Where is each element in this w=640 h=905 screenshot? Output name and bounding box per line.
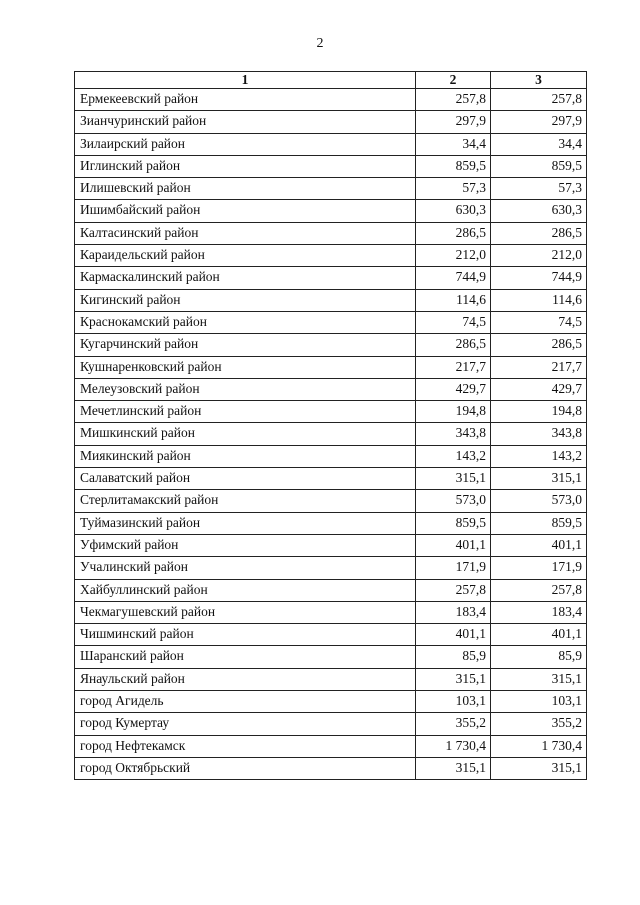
district-name-cell: Зилаирский район [75, 133, 416, 155]
value-col3-cell: 297,9 [491, 111, 587, 133]
district-name-cell: Туймазинский район [75, 512, 416, 534]
table-row [75, 155, 587, 177]
value-col3-cell: 286,5 [491, 334, 587, 356]
table-row [75, 668, 587, 690]
table-row [75, 735, 587, 757]
column-header-3: 3 [491, 72, 587, 89]
district-name-cell: Караидельский район [75, 245, 416, 267]
value-col2-cell: 343,8 [416, 423, 491, 445]
district-name-cell: Мечетлинский район [75, 401, 416, 423]
district-name-cell: Кугарчинский район [75, 334, 416, 356]
value-col2-cell: 315,1 [416, 468, 491, 490]
table-row [75, 111, 587, 133]
value-col3-cell: 143,2 [491, 445, 587, 467]
district-name-cell: Учалинский район [75, 557, 416, 579]
value-col3-cell: 34,4 [491, 133, 587, 155]
district-name-cell: Зианчуринский район [75, 111, 416, 133]
column-header-2: 2 [416, 72, 491, 89]
page-number: 2 [316, 36, 324, 51]
value-col3-cell: 103,1 [491, 691, 587, 713]
value-col3-cell: 74,5 [491, 311, 587, 333]
table-row [75, 757, 587, 779]
value-col3-cell: 355,2 [491, 713, 587, 735]
district-name-cell: город Кумертау [75, 713, 416, 735]
value-col2-cell: 429,7 [416, 378, 491, 400]
value-col3-cell: 859,5 [491, 512, 587, 534]
value-col3-cell: 630,3 [491, 200, 587, 222]
district-name-cell: Чекмагушевский район [75, 601, 416, 623]
value-col2-cell: 355,2 [416, 713, 491, 735]
table-row [75, 401, 587, 423]
value-col2-cell: 315,1 [416, 668, 491, 690]
value-col2-cell: 212,0 [416, 245, 491, 267]
value-col2-cell: 183,4 [416, 601, 491, 623]
table-row [75, 646, 587, 668]
value-col2-cell: 34,4 [416, 133, 491, 155]
district-name-cell: Кушнаренковский район [75, 356, 416, 378]
table-row [75, 512, 587, 534]
value-col2-cell: 573,0 [416, 490, 491, 512]
table-row [75, 200, 587, 222]
value-col3-cell: 315,1 [491, 668, 587, 690]
table-row [75, 691, 587, 713]
value-col2-cell: 57,3 [416, 178, 491, 200]
value-col3-cell: 183,4 [491, 601, 587, 623]
value-col2-cell: 143,2 [416, 445, 491, 467]
value-col3-cell: 194,8 [491, 401, 587, 423]
value-col2-cell: 859,5 [416, 155, 491, 177]
table-row [75, 445, 587, 467]
table-row [75, 311, 587, 333]
value-col3-cell: 217,7 [491, 356, 587, 378]
district-name-cell: Чишминский район [75, 624, 416, 646]
district-name-cell: Хайбуллинский район [75, 579, 416, 601]
district-name-cell: Ермекеевский район [75, 89, 416, 111]
table-row [75, 222, 587, 244]
table-row [75, 178, 587, 200]
value-col2-cell: 286,5 [416, 222, 491, 244]
value-col2-cell: 297,9 [416, 111, 491, 133]
district-name-cell: Илишевский район [75, 178, 416, 200]
value-col3-cell: 315,1 [491, 468, 587, 490]
value-col3-cell: 859,5 [491, 155, 587, 177]
value-col3-cell: 212,0 [491, 245, 587, 267]
table-row [75, 624, 587, 646]
value-col3-cell: 171,9 [491, 557, 587, 579]
value-col3-cell: 343,8 [491, 423, 587, 445]
value-col3-cell: 315,1 [491, 757, 587, 779]
column-header-1: 1 [75, 72, 416, 89]
value-col2-cell: 257,8 [416, 89, 491, 111]
value-col3-cell: 401,1 [491, 624, 587, 646]
value-col3-cell: 257,8 [491, 579, 587, 601]
value-col2-cell: 1 730,4 [416, 735, 491, 757]
value-col3-cell: 401,1 [491, 534, 587, 556]
value-col3-cell: 429,7 [491, 378, 587, 400]
table-row [75, 468, 587, 490]
value-col2-cell: 401,1 [416, 624, 491, 646]
value-col3-cell: 744,9 [491, 267, 587, 289]
district-name-cell: Кигинский район [75, 289, 416, 311]
value-col2-cell: 315,1 [416, 757, 491, 779]
table-row [75, 133, 587, 155]
value-col3-cell: 573,0 [491, 490, 587, 512]
value-col2-cell: 85,9 [416, 646, 491, 668]
district-name-cell: Мишкинский район [75, 423, 416, 445]
district-name-cell: Ишимбайский район [75, 200, 416, 222]
table-row [75, 579, 587, 601]
table-row [75, 334, 587, 356]
district-name-cell: Мелеузовский район [75, 378, 416, 400]
value-col2-cell: 257,8 [416, 579, 491, 601]
district-name-cell: Янаульский район [75, 668, 416, 690]
value-col2-cell: 401,1 [416, 534, 491, 556]
value-col3-cell: 257,8 [491, 89, 587, 111]
table-row [75, 490, 587, 512]
value-col3-cell: 85,9 [491, 646, 587, 668]
value-col2-cell: 286,5 [416, 334, 491, 356]
value-col2-cell: 859,5 [416, 512, 491, 534]
district-name-cell: город Агидель [75, 691, 416, 713]
value-col2-cell: 74,5 [416, 311, 491, 333]
value-col3-cell: 286,5 [491, 222, 587, 244]
table-body [75, 89, 587, 780]
district-name-cell: Миякинский район [75, 445, 416, 467]
district-name-cell: Шаранский район [75, 646, 416, 668]
table-row [75, 356, 587, 378]
district-name-cell: Краснокамский район [75, 311, 416, 333]
table-row [75, 601, 587, 623]
table-row [75, 267, 587, 289]
value-col3-cell: 1 730,4 [491, 735, 587, 757]
district-name-cell: Иглинский район [75, 155, 416, 177]
value-col2-cell: 171,9 [416, 557, 491, 579]
value-col2-cell: 103,1 [416, 691, 491, 713]
value-col3-cell: 114,6 [491, 289, 587, 311]
table-row [75, 557, 587, 579]
value-col2-cell: 114,6 [416, 289, 491, 311]
district-name-cell: город Нефтекамск [75, 735, 416, 757]
district-name-cell: город Октябрьский [75, 757, 416, 779]
table-row [75, 423, 587, 445]
table-header-row [75, 72, 587, 89]
table-row [75, 245, 587, 267]
data-table [74, 71, 587, 780]
district-name-cell: Калтасинский район [75, 222, 416, 244]
district-name-cell: Стерлитамакский район [75, 490, 416, 512]
table-row [75, 534, 587, 556]
table-row [75, 89, 587, 111]
value-col2-cell: 217,7 [416, 356, 491, 378]
district-name-cell: Уфимский район [75, 534, 416, 556]
table-row [75, 378, 587, 400]
district-name-cell: Кармаскалинский район [75, 267, 416, 289]
value-col2-cell: 744,9 [416, 267, 491, 289]
table-row [75, 289, 587, 311]
district-name-cell: Салаватский район [75, 468, 416, 490]
value-col3-cell: 57,3 [491, 178, 587, 200]
table-row [75, 713, 587, 735]
value-col2-cell: 630,3 [416, 200, 491, 222]
value-col2-cell: 194,8 [416, 401, 491, 423]
